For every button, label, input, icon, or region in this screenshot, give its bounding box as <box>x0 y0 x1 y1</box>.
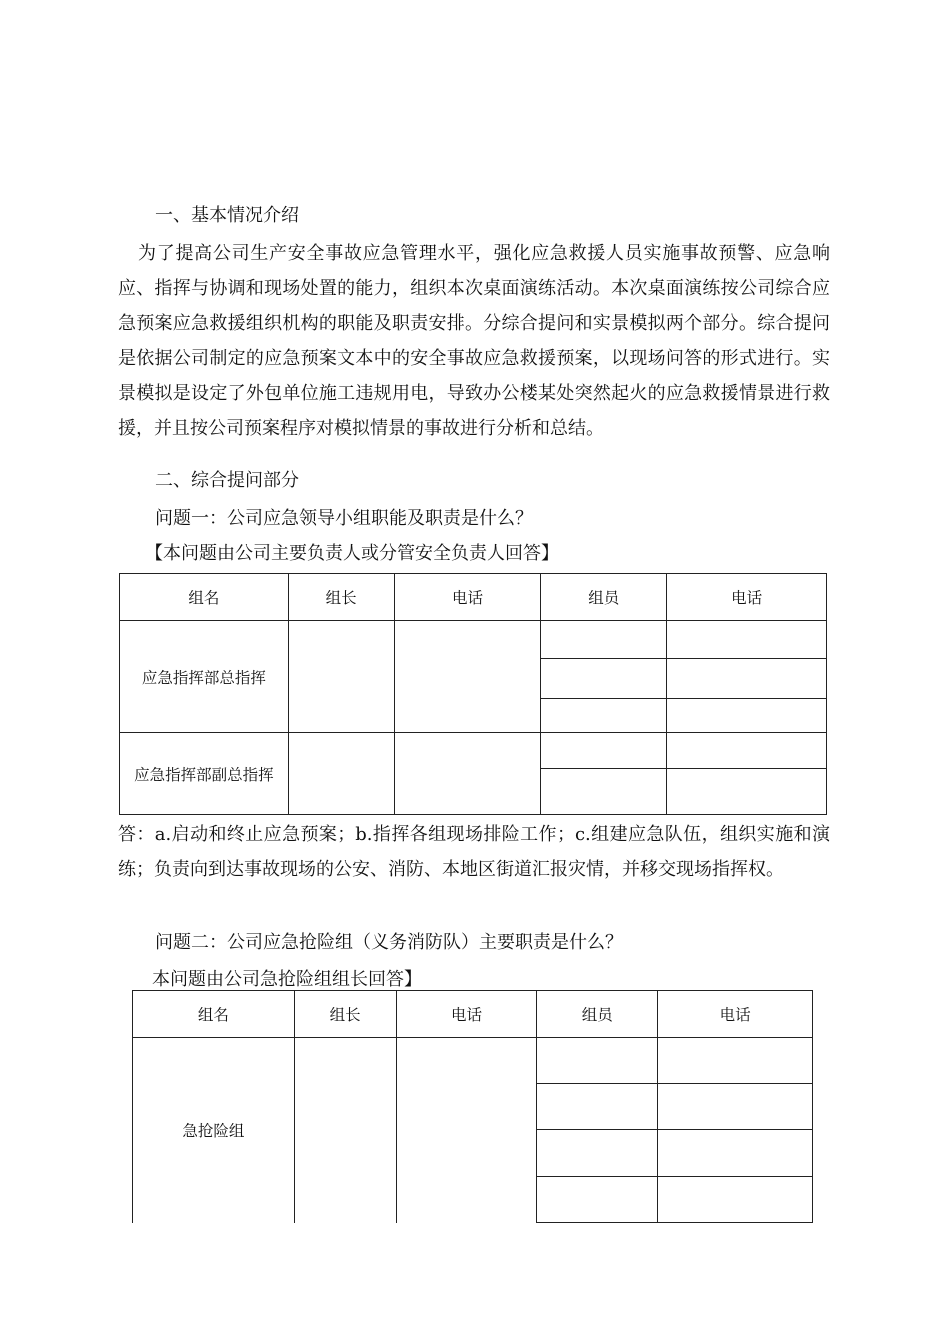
answer-1: 答：a.启动和终止应急预案；b.指挥各组现场排险工作；c.组建应急队伍，组织实施和演练；负责向到达事故现场的公安、消防、本地区街道汇报灾情，并移交现场指挥权。 <box>118 824 830 880</box>
col-header-leader: 组长 <box>288 574 394 621</box>
question-1-note: 【本问题由公司主要负责人或分管安全负责人回答】 <box>145 543 559 564</box>
section2-heading: 二、综合提问部分 <box>155 470 299 491</box>
col-header-phone: 电话 <box>394 574 541 621</box>
col-header-member-phone: 电话 <box>667 574 827 621</box>
col-header-group: 组名 <box>133 991 295 1038</box>
member-phone-cell <box>667 733 827 769</box>
phone-cell <box>394 621 541 733</box>
table-header-row <box>120 574 827 621</box>
leader-cell <box>288 733 394 815</box>
table-header-row <box>133 991 813 1038</box>
table-row <box>133 1038 813 1084</box>
member-cell <box>537 1084 658 1130</box>
section1-paragraph: 为了提高公司生产安全事故应急管理水平，强化应急救援人员实施事故预警、应急响应、指挥与协调和现场处置的能力，组织本次桌面演练活动。本次桌面演练按公司综合应急预案应急救援组织机构的职能及职责安排。分综合提问和实景模拟两个部分。综合提问是依据公司制定的应急预案文本中的安全事故应急救援预案，以现场问答的形式进行。实景模拟是设定了外包单位施工违规用电，导致办公楼某处突然起火的应急救援情景进行救援，并且按公司预案程序对模拟情景的事故进行分析和总结。 <box>118 243 830 439</box>
member-cell <box>541 733 667 769</box>
member-cell <box>541 699 667 733</box>
group-deputy-commander: 应急指挥部副总指挥 <box>120 733 289 815</box>
col-header-member-phone: 电话 <box>658 991 813 1038</box>
member-phone-cell <box>658 1177 813 1223</box>
question-2-note: 本问题由公司急抢险组组长回答】 <box>152 969 422 990</box>
table-row <box>120 733 827 769</box>
col-header-members: 组员 <box>537 991 658 1038</box>
member-phone-cell <box>658 1038 813 1084</box>
phone-cell <box>394 733 541 815</box>
question-2: 问题二：公司应急抢险组（义务消防队）主要职责是什么？ <box>155 932 623 953</box>
table-row <box>120 621 827 659</box>
col-header-leader: 组长 <box>294 991 396 1038</box>
member-phone-cell <box>667 621 827 659</box>
member-cell <box>541 621 667 659</box>
leadership-group-table <box>119 573 827 815</box>
member-cell <box>537 1177 658 1223</box>
leader-cell <box>294 1038 396 1223</box>
rescue-group-table <box>132 990 813 1223</box>
member-phone-cell <box>667 769 827 815</box>
member-cell <box>541 659 667 699</box>
member-cell <box>541 769 667 815</box>
member-cell <box>537 1038 658 1084</box>
member-phone-cell <box>658 1130 813 1177</box>
group-commander: 应急指挥部总指挥 <box>120 621 289 733</box>
member-phone-cell <box>667 659 827 699</box>
member-phone-cell <box>658 1084 813 1130</box>
question-1: 问题一：公司应急领导小组职能及职责是什么？ <box>155 508 533 529</box>
col-header-members: 组员 <box>541 574 667 621</box>
leader-cell <box>288 621 394 733</box>
member-cell <box>537 1130 658 1177</box>
col-header-phone: 电话 <box>396 991 537 1038</box>
phone-cell <box>396 1038 537 1223</box>
member-phone-cell <box>667 699 827 733</box>
group-rescue: 急抢险组 <box>133 1038 295 1223</box>
section1-heading: 一、基本情况介绍 <box>155 205 299 226</box>
col-header-group: 组名 <box>120 574 289 621</box>
